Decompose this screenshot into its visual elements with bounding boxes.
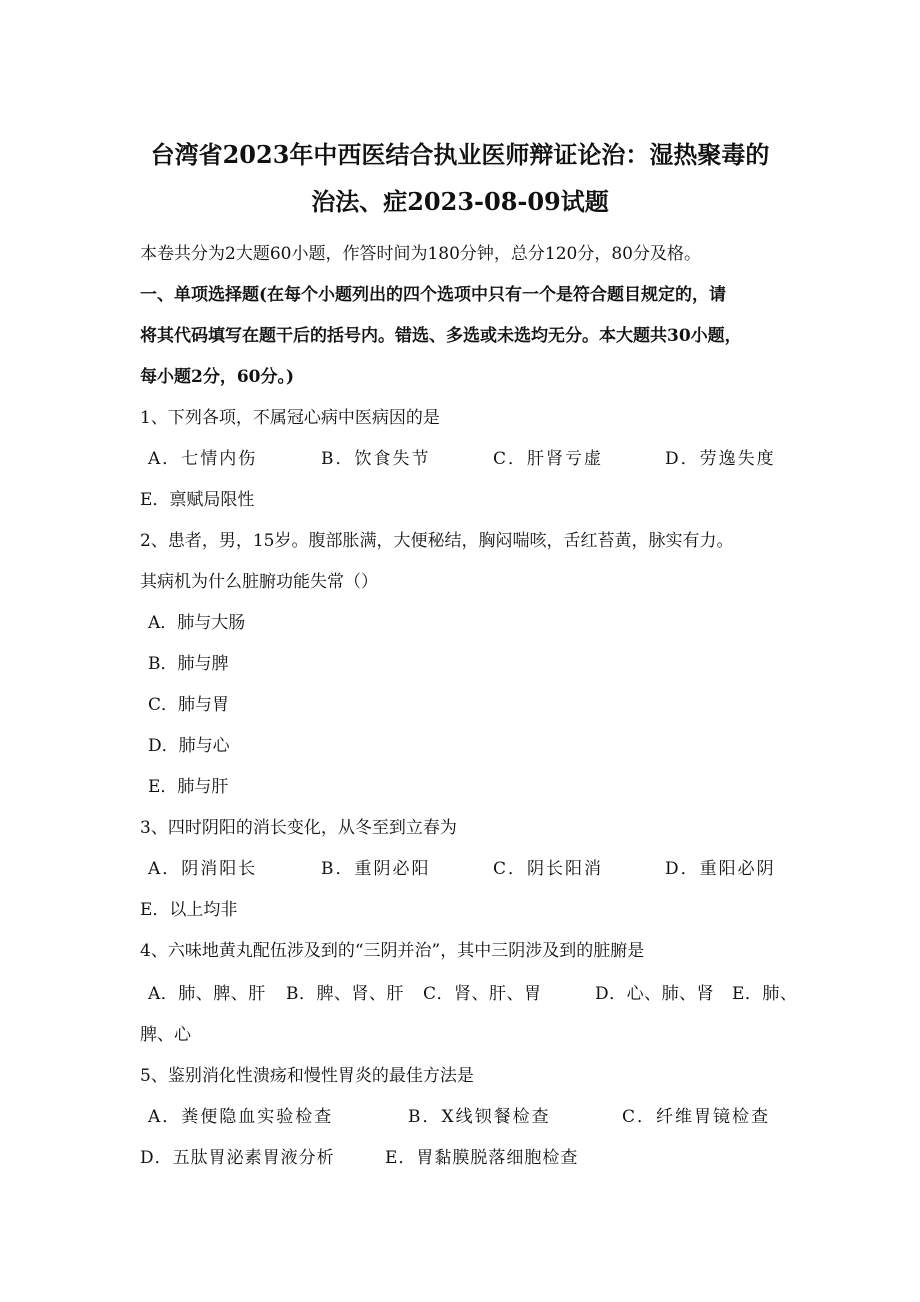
question-3-stem: 3、四时阴阳的消长变化，从冬至到立春为 bbox=[140, 818, 457, 838]
document-title-line-2: 治法、症2023-08-09试题 bbox=[311, 187, 609, 216]
question-2-stem-line-2: 其病机为什么脏腑功能失常（） bbox=[140, 572, 378, 592]
section-heading-line-2: 将其代码填写在题干后的括号内。错选、多选或未选均无分。本大题共30小题， bbox=[140, 326, 742, 346]
question-1-option-e: E．禀赋局限性 bbox=[140, 490, 255, 510]
question-1-option-b: B．饮食失节 bbox=[321, 449, 431, 469]
document-title-line-1: 台湾省2023年中西医结合执业医师辩证论治：湿热聚毒的 bbox=[150, 140, 770, 169]
question-2-option-e: E．肺与肝 bbox=[148, 777, 229, 797]
question-2-option-c: C．肺与胃 bbox=[148, 695, 230, 715]
question-1-stem: 1、下列各项，不属冠心病中医病因的是 bbox=[140, 408, 440, 428]
question-4-option-a: A．肺、脾、肝 bbox=[148, 984, 266, 1004]
question-3-option-b: B．重阴必阳 bbox=[321, 859, 431, 879]
question-3-option-c: C．阴长阳消 bbox=[493, 859, 604, 879]
question-5-option-b: B．X线钡餐检查 bbox=[408, 1107, 551, 1127]
question-1-option-c: C．肝肾亏虚 bbox=[493, 449, 604, 469]
question-4-option-d: D．心、肺、肾 bbox=[595, 984, 715, 1004]
question-4-stem: 4、六味地黄丸配伍涉及到的“三阴并治”，其中三阴涉及到的脏腑是 bbox=[140, 941, 645, 961]
question-5-option-e: E．胃黏膜脱落细胞检查 bbox=[385, 1148, 579, 1168]
section-heading-line-1: 一、单项选择题(在每个小题列出的四个选项中只有一个是符合题目规定的，请 bbox=[140, 285, 727, 305]
question-4-option-c: C．肾、肝、胃 bbox=[423, 984, 542, 1004]
section-heading-line-3: 每小题2分，60分。) bbox=[140, 367, 295, 387]
exam-intro: 本卷共分为2大题60小题，作答时间为180分钟，总分120分，80分及格。 bbox=[140, 244, 701, 264]
question-4-option-e: E．肺、 bbox=[732, 984, 798, 1004]
question-3-option-d: D．重阳必阴 bbox=[665, 859, 776, 879]
question-1-option-a: A．七情内伤 bbox=[148, 449, 258, 469]
question-3-option-e: E．以上均非 bbox=[140, 900, 238, 920]
question-5-option-d: D．五肽胃泌素胃液分析 bbox=[140, 1148, 335, 1168]
question-1-option-d: D．劳逸失度 bbox=[665, 449, 776, 469]
question-4-option-e-continued: 脾、心 bbox=[140, 1025, 191, 1045]
question-4-option-b: B．脾、肾、肝 bbox=[286, 984, 404, 1004]
question-5-option-a: A．粪便隐血实验检查 bbox=[148, 1107, 334, 1127]
question-2-option-b: B．肺与脾 bbox=[148, 654, 229, 674]
question-2-option-d: D．肺与心 bbox=[148, 736, 230, 756]
question-3-option-a: A．阴消阳长 bbox=[148, 859, 258, 879]
question-5-stem: 5、鉴别消化性溃疡和慢性胃炎的最佳方法是 bbox=[140, 1066, 474, 1086]
question-2-stem-line-1: 2、患者，男，15岁。腹部胀满，大便秘结，胸闷喘咳，舌红苔黄，脉实有力。 bbox=[140, 531, 734, 551]
question-5-option-c: C．纤维胃镜检查 bbox=[622, 1107, 771, 1127]
question-2-option-a: A．肺与大肠 bbox=[148, 613, 246, 633]
